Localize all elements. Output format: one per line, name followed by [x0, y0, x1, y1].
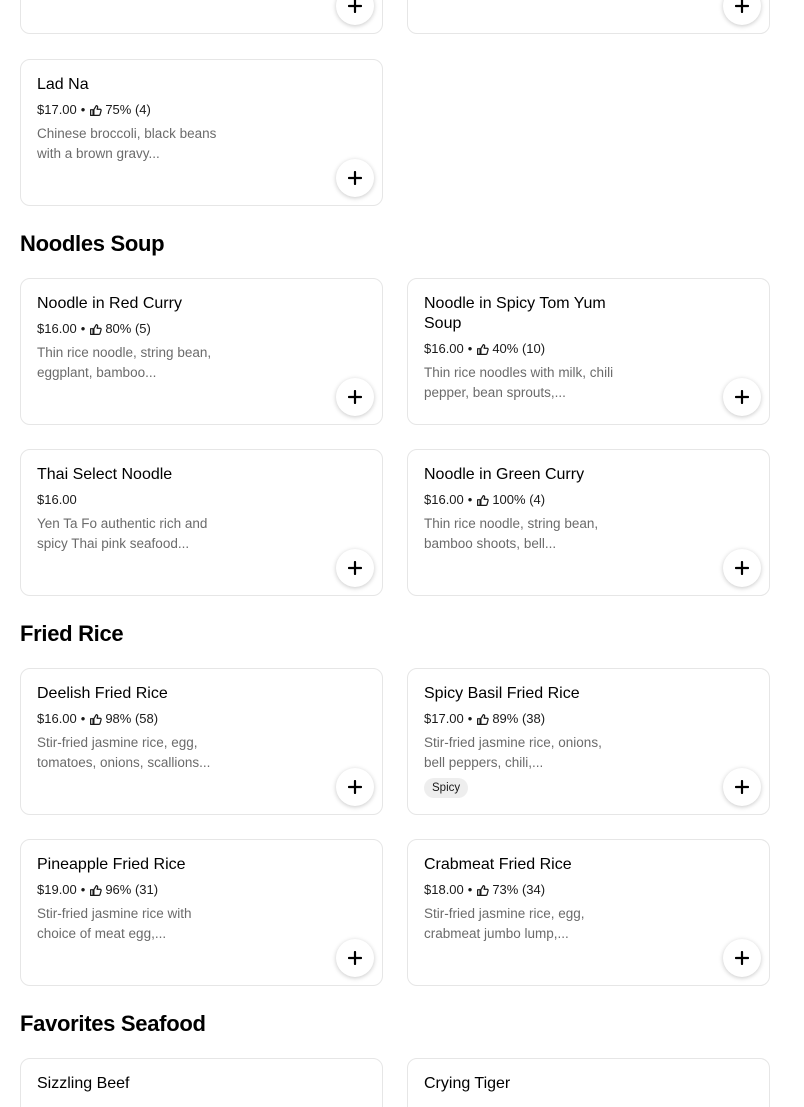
thumbs-up-icon — [476, 884, 489, 897]
thumbs-up-icon — [476, 494, 489, 507]
item-meta — [37, 710, 158, 728]
section-title-noodles-soup: Noodles Soup — [20, 231, 165, 256]
add-item-button[interactable] — [723, 939, 761, 977]
menu-item-card[interactable] — [407, 0, 770, 34]
item-description: Stir-fried jasmine rice, onions, bell peppers, chili,... — [424, 735, 602, 770]
separator: • — [467, 492, 473, 507]
item-price: $16.00 — [37, 321, 77, 336]
item-price: $16.00 — [37, 711, 77, 726]
separator: • — [467, 341, 473, 356]
spicy-tag: Spicy — [424, 778, 468, 798]
item-description: Thin rice noodle, string bean, bamboo shoots, bell... — [424, 516, 599, 551]
plus-icon — [348, 390, 362, 404]
add-item-button[interactable] — [336, 378, 374, 416]
menu-item-pineapple-fried-rice[interactable] — [20, 839, 383, 986]
item-description: Chinese broccoli, black beans with a brown gravy... — [37, 126, 217, 161]
plus-icon — [735, 561, 749, 575]
separator: • — [467, 711, 473, 726]
menu-item-deelish-fried-rice[interactable] — [20, 668, 383, 815]
item-meta — [37, 101, 151, 119]
menu-item-noodle-red-curry[interactable] — [20, 278, 383, 425]
add-item-button[interactable] — [723, 549, 761, 587]
plus-icon — [348, 0, 362, 13]
item-name: Sizzling Beef — [37, 1075, 130, 1092]
add-item-button[interactable] — [723, 0, 761, 25]
section-title-favorites-seafood: Favorites Seafood — [20, 1011, 206, 1036]
item-price: $18.00 — [424, 882, 464, 897]
item-name: Thai Select Noodle — [37, 466, 173, 483]
item-description: Stir-fried jasmine rice with choice of meat egg,... — [37, 906, 192, 941]
item-price: $17.00 — [37, 102, 77, 117]
item-meta — [424, 491, 545, 509]
separator: • — [80, 711, 86, 726]
thumbs-up-icon — [476, 713, 489, 726]
item-description: Thin rice noodle, string bean, eggplant, bamboo... — [37, 345, 212, 380]
add-item-button[interactable] — [336, 0, 374, 25]
item-meta — [37, 320, 151, 338]
plus-icon — [735, 390, 749, 404]
item-meta — [424, 710, 545, 728]
item-rating: 80% (5) — [105, 321, 151, 336]
plus-icon — [735, 0, 749, 13]
item-name: Deelish Fried Rice — [37, 685, 168, 702]
thumbs-up-icon — [89, 713, 102, 726]
plus-icon — [348, 561, 362, 575]
menu-item-crabmeat-fried-rice[interactable] — [407, 839, 770, 986]
item-name: Noodle in Spicy Tom Yum Soup — [424, 295, 606, 332]
menu-item-card[interactable] — [20, 0, 383, 34]
item-price: $17.00 — [424, 711, 464, 726]
add-item-button[interactable] — [336, 549, 374, 587]
add-item-button[interactable] — [336, 939, 374, 977]
item-price: $16.00 — [424, 341, 464, 356]
plus-icon — [348, 780, 362, 794]
item-price: $19.00 — [37, 882, 77, 897]
item-description: Yen Ta Fo authentic rich and spicy Thai pink seafood... — [37, 516, 208, 551]
item-name: Crabmeat Fried Rice — [424, 856, 572, 873]
separator: • — [467, 882, 473, 897]
item-meta — [424, 340, 545, 358]
menu-item-lad-na[interactable] — [20, 59, 383, 206]
item-name: Spicy Basil Fried Rice — [424, 685, 580, 702]
item-name: Pineapple Fried Rice — [37, 856, 186, 873]
item-meta — [37, 881, 158, 899]
item-rating: 40% (10) — [492, 341, 546, 356]
item-description: Thin rice noodles with milk, chili pepper, bean sprouts,... — [424, 365, 614, 400]
plus-icon — [348, 951, 362, 965]
add-item-button[interactable] — [723, 378, 761, 416]
item-name: Lad Na — [37, 76, 89, 93]
menu-item-noodle-green-curry[interactable] — [407, 449, 770, 596]
item-rating: 89% (38) — [492, 711, 546, 726]
item-rating: 96% (31) — [105, 882, 159, 897]
item-rating: 98% (58) — [105, 711, 159, 726]
menu-item-thai-select-noodle[interactable] — [20, 449, 383, 596]
item-name: Noodle in Red Curry — [37, 295, 182, 312]
separator: • — [80, 321, 86, 336]
thumbs-up-icon — [89, 884, 102, 897]
item-price: $16.00 — [37, 492, 77, 507]
menu-item-noodle-tom-yum[interactable] — [407, 278, 770, 425]
separator: • — [80, 882, 86, 897]
thumbs-up-icon — [89, 323, 102, 336]
item-meta — [424, 881, 545, 899]
item-description: Stir-fried jasmine rice, egg, tomatoes, onions, scallions... — [37, 735, 211, 770]
item-name: Crying Tiger — [424, 1075, 511, 1092]
plus-icon — [735, 951, 749, 965]
menu-item-sizzling-beef[interactable] — [20, 1058, 383, 1107]
add-item-button[interactable] — [336, 159, 374, 197]
item-price: $16.00 — [424, 492, 464, 507]
plus-icon — [348, 171, 362, 185]
thumbs-up-icon — [476, 343, 489, 356]
add-item-button[interactable] — [723, 768, 761, 806]
add-item-button[interactable] — [336, 768, 374, 806]
item-description: Stir-fried jasmine rice, egg, crabmeat jumbo lump,... — [424, 906, 585, 941]
separator: • — [80, 102, 86, 117]
thumbs-up-icon — [89, 104, 102, 117]
menu-item-crying-tiger[interactable] — [407, 1058, 770, 1107]
menu-item-spicy-basil-fried-rice[interactable] — [407, 668, 770, 815]
plus-icon — [735, 780, 749, 794]
item-name: Noodle in Green Curry — [424, 466, 585, 483]
item-meta — [37, 491, 77, 509]
item-rating: 73% (34) — [492, 882, 546, 897]
item-rating: 100% (4) — [492, 492, 546, 507]
section-title-fried-rice: Fried Rice — [20, 621, 124, 646]
item-rating: 75% (4) — [105, 102, 151, 117]
